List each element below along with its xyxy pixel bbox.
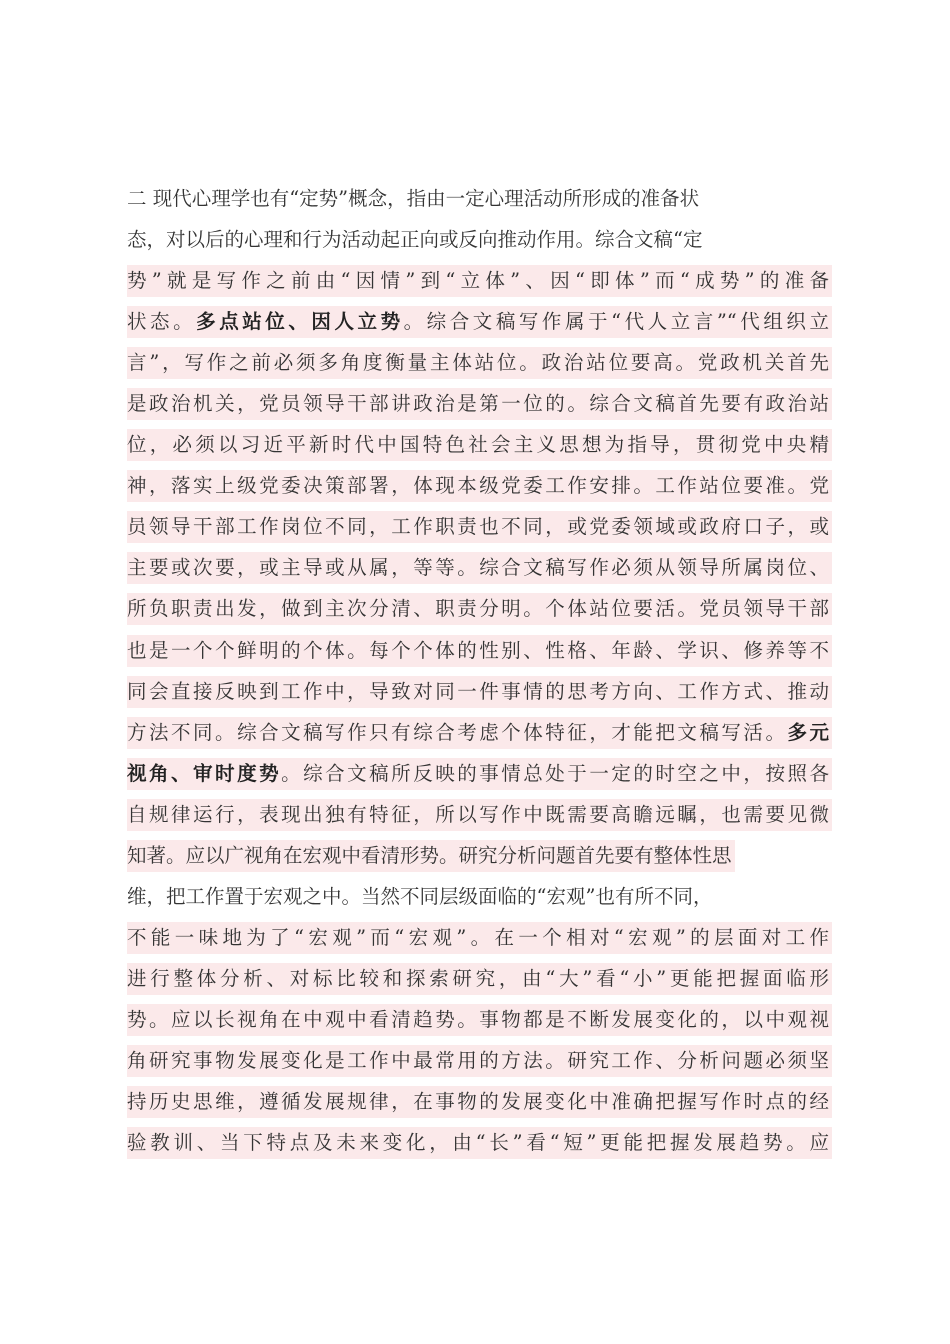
line-highlight: [127, 552, 832, 584]
text-run: 状态。: [127, 310, 197, 334]
text-line: [127, 758, 829, 799]
text-line: [127, 470, 829, 511]
line-highlight: [127, 593, 832, 625]
bold-phrase: 多元: [787, 720, 829, 744]
line-highlight: [127, 265, 832, 297]
line-highlight: [127, 470, 832, 502]
text-run: 维，把工作置于宏观之中。当然不同层级面临的“宏观”也有所不同，: [127, 884, 713, 908]
line-highlight: [127, 758, 832, 790]
text-line: [127, 552, 829, 593]
line-highlight: [127, 799, 832, 831]
text-line: [127, 635, 829, 676]
line-highlight: [127, 224, 705, 256]
line-highlight: [127, 963, 832, 995]
line-highlight: [127, 511, 832, 543]
text-line: [127, 1004, 829, 1045]
text-line: [127, 183, 829, 224]
line-highlight: [127, 1086, 832, 1118]
text-run: 位，必须以习近平新时代中国特色社会主义思想为指导，贯彻党中央精: [127, 433, 829, 457]
text-line: [127, 224, 829, 265]
text-run: 势。应以长视角在中观中看清趋势。事物都是不断发展变化的，以中观视: [127, 1007, 829, 1031]
bold-phrase: 视角、审时度势: [127, 761, 282, 785]
text-run: 自规律运行，表现出独有特征，所以写作中既需要高瞻远瞩，也需要见微: [127, 802, 829, 826]
bold-phrase: 多点站位、因人立势: [196, 310, 404, 334]
text-line: [127, 1127, 829, 1168]
line-highlight: [127, 183, 702, 215]
line-highlight: [127, 676, 832, 708]
text-run: 主要或次要，或主导或从属，等等。综合文稿写作必须从领导所属岗位、: [127, 556, 829, 580]
text-run: 验教训、当下特点及未来变化，由“长”看“短”更能把握发展趋势。应: [127, 1131, 829, 1155]
body-text: [127, 183, 829, 1168]
text-run: 言”，写作之前必须多角度衡量主体站位。政治站位要高。党政机关首先: [127, 351, 829, 375]
text-run: 知著。应以广视角在宏观中看清形势。研究分析问题首先要有整体性思: [127, 843, 732, 867]
line-highlight: [127, 429, 832, 461]
text-line: [127, 799, 829, 840]
text-line: [127, 963, 829, 1004]
text-run: 。综合文稿所反映的事情总处于一定的时空之中，按照各: [281, 761, 829, 785]
text-line: [127, 840, 829, 881]
text-run: 势”就是写作之前由“因情”到“立体”、因“即体”而“成势”的准备: [127, 269, 829, 293]
text-line: [127, 347, 829, 388]
text-line: [127, 922, 829, 963]
text-run: 态，对以后的心理和行为活动起正向或反向推动作用。综合文稿“定: [127, 228, 703, 252]
text-line: [127, 388, 829, 429]
text-run: 方法不同。综合文稿写作只有综合考虑个体特征，才能把文稿写活。: [127, 720, 788, 744]
line-highlight: [127, 388, 832, 420]
text-run: 进行整体分析、对标比较和探索研究，由“大”看“小”更能把握面临形: [127, 966, 829, 990]
text-run: 二 现代心理学也有“定势”概念，指由一定心理活动所形成的准备状: [127, 187, 700, 210]
line-highlight: [127, 840, 735, 872]
text-line: [127, 717, 829, 758]
text-run: 不能一味地为了“宏观”而“宏观”。在一个相对“宏观”的层面对工作: [127, 925, 829, 949]
text-run: 同会直接反映到工作中，导致对同一件事情的思考方向、工作方式、推动: [127, 679, 829, 703]
text-run: 角研究事物发展变化是工作中最常用的方法。研究工作、分析问题必须坚: [127, 1048, 829, 1072]
line-highlight: [127, 306, 832, 338]
line-highlight: [127, 347, 832, 379]
line-highlight: [127, 881, 715, 913]
line-highlight: [127, 1004, 832, 1036]
text-line: [127, 1086, 829, 1127]
text-run: 。综合文稿写作属于“代人立言”“代组织立: [403, 310, 829, 334]
text-run: 神，落实上级党委决策部署，体现本级党委工作安排。工作站位要准。党: [127, 474, 829, 498]
text-run: 所负职责出发，做到主次分清、职责分明。个体站位要活。党员领导干部: [127, 597, 829, 621]
text-line: [127, 676, 829, 717]
text-line: [127, 1045, 829, 1086]
text-line: [127, 511, 829, 552]
text-run: 员领导干部工作岗位不同，工作职责也不同，或党委领域或政府口子，或: [127, 515, 829, 539]
text-line: [127, 429, 829, 470]
text-line: [127, 881, 829, 922]
line-highlight: [127, 635, 832, 667]
text-run: 是政治机关，党员领导干部讲政治是第一位的。综合文稿首先要有政治站: [127, 392, 829, 416]
text-run: 也是一个个鲜明的个体。每个个体的性别、性格、年龄、学识、修养等不: [127, 638, 829, 662]
line-highlight: [127, 1045, 832, 1077]
text-line: [127, 306, 829, 347]
line-highlight: [127, 717, 832, 749]
text-line: [127, 265, 829, 306]
line-highlight: [127, 1127, 832, 1159]
text-line: [127, 593, 829, 634]
text-run: 持历史思维，遵循发展规律，在事物的发展变化中准确把握写作时点的经: [127, 1090, 829, 1114]
line-highlight: [127, 922, 832, 954]
